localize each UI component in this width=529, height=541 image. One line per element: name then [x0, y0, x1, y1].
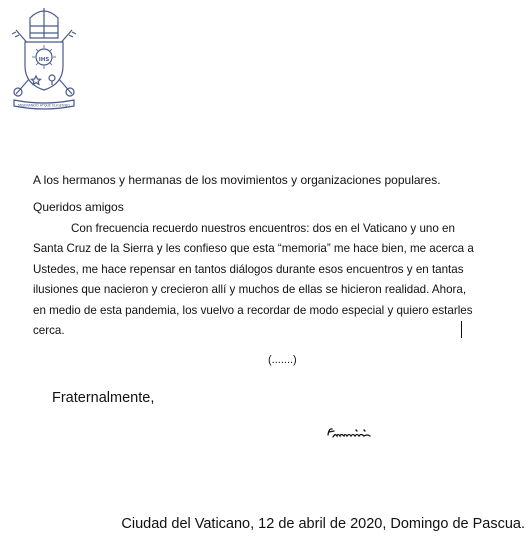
papal-coat-of-arms	[8, 2, 80, 114]
handwritten-signature	[326, 425, 376, 441]
seal-motto: MISERANDO ATQUE ELIGENDO	[18, 103, 70, 108]
text-cursor	[461, 321, 462, 338]
body-line: Con frecuencia recuerdo nuestros encuentros: dos en el Vaticano y uno en	[71, 222, 455, 235]
letter-body	[33, 219, 474, 341]
letter-dateline: Ciudad del Vaticano, 12 de abril de 2020, Domingo de Pascua.	[121, 516, 525, 532]
letter-salutation: Queridos amigos	[33, 200, 124, 214]
body-line: Santa Cruz de la Sierra y les confieso que esta “memoria” me hace bien, me acerca a	[33, 242, 474, 256]
omission-mark: (.......)	[268, 354, 297, 366]
seal-monogram: IHS	[38, 57, 50, 63]
letter-closing: Fraternalmente,	[52, 390, 155, 406]
body-line: cerca.	[33, 324, 65, 338]
body-line: Ustedes, me hace repensar en tantos diálogos durante esos encuentros y en tantas	[33, 262, 464, 276]
body-line: ilusiones que nacieron y crecieron allí y muchos de ellas se hicieron realidad. Ahora,	[33, 283, 467, 297]
body-line: en medio de esta pandemia, los vuelvo a recordar de modo especial y quiero estarles	[33, 303, 473, 317]
letter-recipient: A los hermanos y hermanas de los movimientos y organizaciones populares.	[33, 173, 441, 187]
